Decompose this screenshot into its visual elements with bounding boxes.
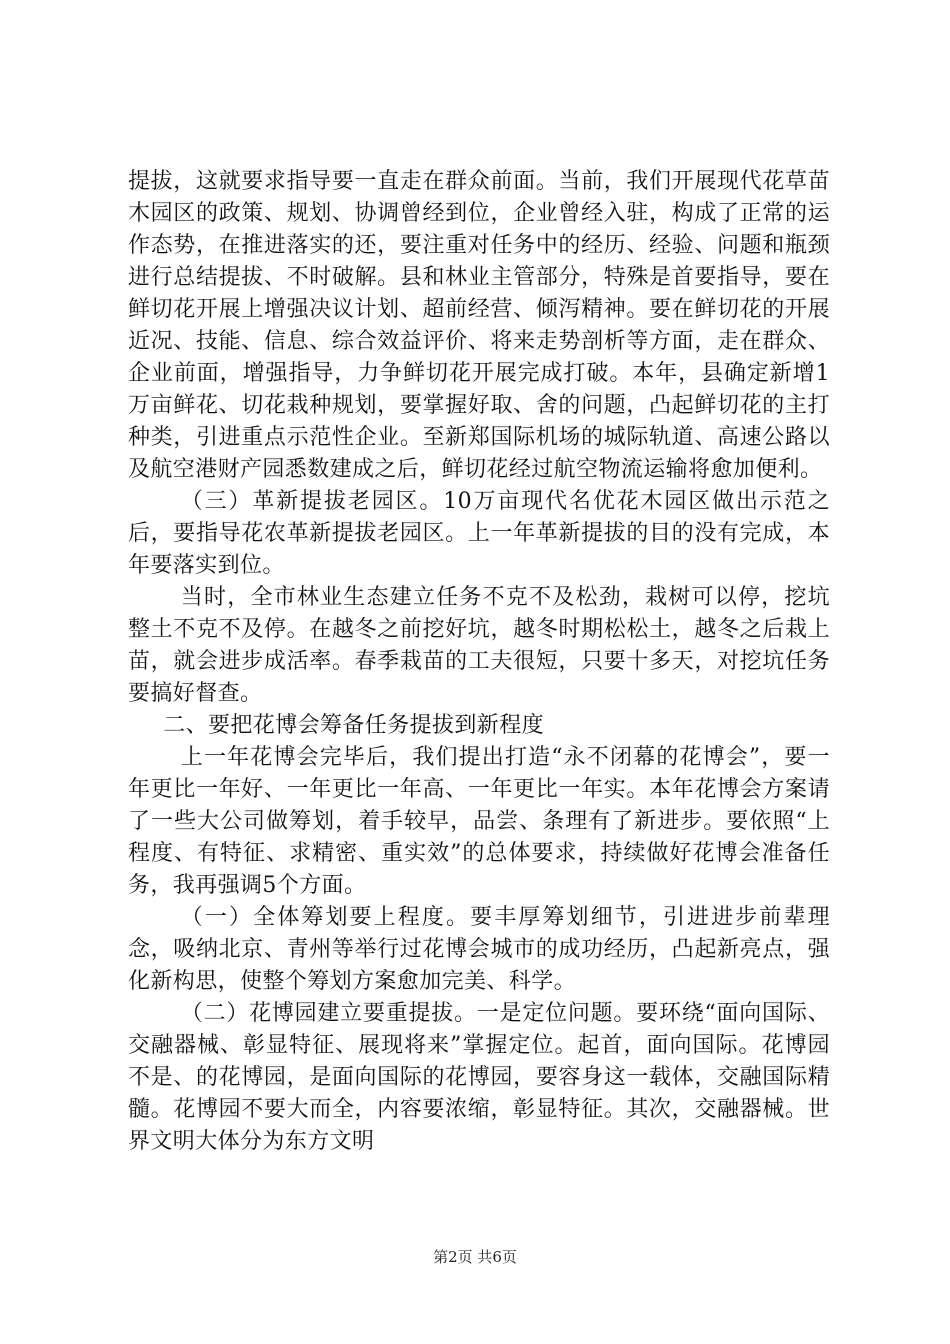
paragraph-expo-intro: 上一年花博会完毕后，我们提出打造“永不闭幕的花博会”，要一年更比一年好、一年更比一年高、一年更比一年实。本年花博会方案请了一些大公司做筹划，着手较早，品尝、条理有了新进步。要依照“上程度、有特征、求精密、重实效”的总体要求，持续做好花博会准备任务，我再强调5个方面。 bbox=[128, 745, 830, 898]
document-body bbox=[128, 166, 830, 1158]
page-footer: 第2页 共6页 bbox=[433, 1248, 517, 1266]
paragraph-overall-planning: （一）全体筹划要上程度。要丰厚筹划细节，引进进步前辈理念，吸纳北京、青州等举行过花博会城市的成功经历，凸起新亮点，强化新构思，使整个筹划方案愈加完美、科学。 bbox=[128, 905, 830, 994]
paragraph-forestry-task: 当时，全市林业生态建立任务不克不及松劲，栽树可以停，挖坑整土不克不及停。在越冬之前挖好坑，越冬时期松松土，越冬之后栽上苗，就会进步成活率。春季栽苗的工夫很短，只要十多天，对挖坑任务要搞好督查。 bbox=[128, 585, 830, 706]
paragraph-section-three: （三）革新提拔老园区。10万亩现代名优花木园区做出示范之后，要指导花农革新提拔老园区。上一年革新提拔的目的没有完成，本年要落实到位。 bbox=[128, 489, 830, 578]
paragraph-expo-park: （二）花博园建立要重提拔。一是定位问题。要环绕“面向国际、交融器械、彰显特征、展现将来”掌握定位。起首，面向国际。花博园不是、的花博园，是面向国际的花博园，要容身这一载体，交融国际精髓。花博园不要大而全，内容要浓缩，彰显特征。其次，交融器械。世界文明大体分为东方文明 bbox=[128, 1001, 830, 1154]
paragraph-continuation: 提拔，这就要求指导要一直走在群众前面。当前，我们开展现代花草苗木园区的政策、规划、协调曾经到位，企业曾经入驻，构成了正常的运作态势，在推进落实的还，要注重对任务中的经历、经验、问题和瓶颈进行总结提拔、不时破解。县和林业主管部分，特殊是首要指导，要在鲜切花开展上增强决议计划、超前经营、倾泻精神。要在鲜切花的开展近况、技能、信息、综合效益评价、将来走势剖析等方面，走在群众、企业前面，增强指导，力争鲜切花开展完成打破。本年，县确定新增1万亩鲜花、切花栽种规划，要掌握好取、舍的问题，凸起鲜切花的主打种类，引进重点示范性企业。至新郑国际机场的城际轨道、高速公路以及航空港财产园悉数建成之后，鲜切花经过航空物流运输将愈加便利。 bbox=[128, 169, 830, 482]
section-heading-two: 二、要把花博会筹备任务提拔到新程度 bbox=[163, 713, 544, 738]
